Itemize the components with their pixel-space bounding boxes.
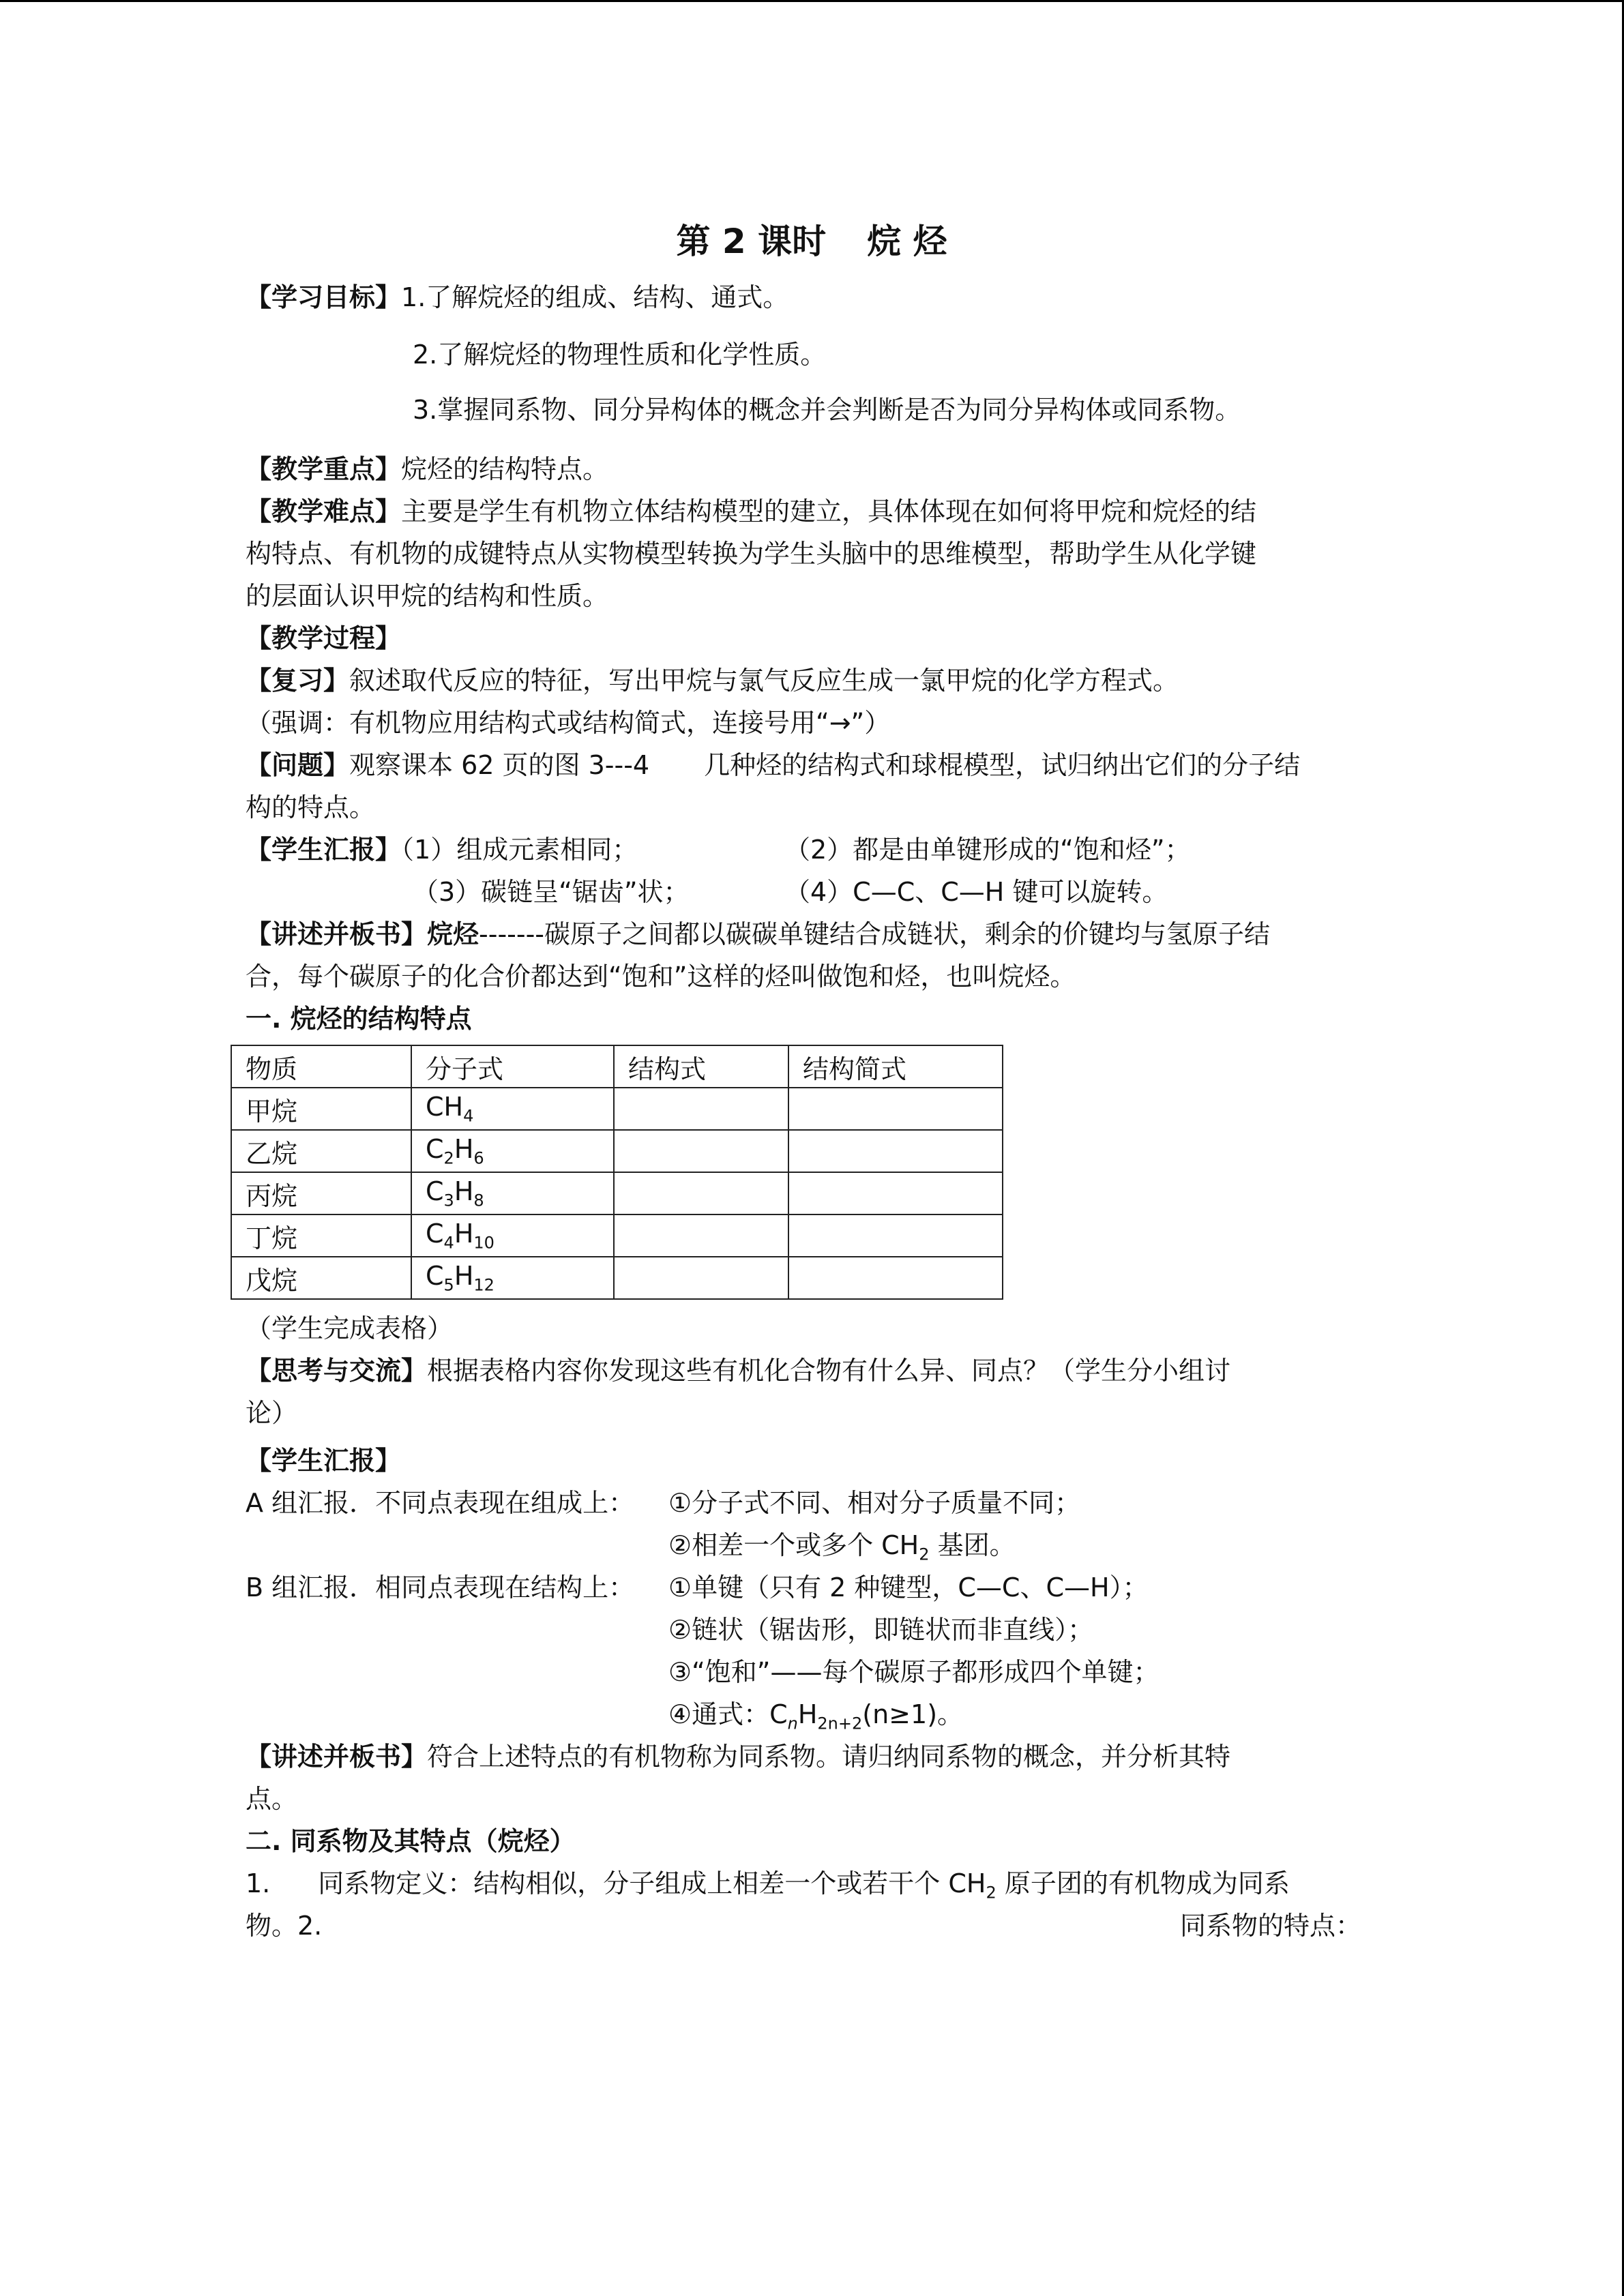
table-cell-formula: $C_3H_8$ [411, 1172, 614, 1214]
table-cell-condensed [788, 1257, 1003, 1299]
lecture2-label: 【讲述并板书】 [246, 1742, 428, 1772]
group-b-point: ②链状（锯齿形，即链状而非直线）； [668, 1615, 1094, 1645]
difficulty-line-3: 的层面认识甲烷的结构和性质。 [246, 581, 609, 611]
report1-item: （2）都是由单键形成的“饱和烃”； [784, 835, 1191, 865]
table-cell-condensed [788, 1172, 1003, 1214]
table-cell-name: 丁烷 [231, 1214, 411, 1257]
question-line-2: 构的特点。 [246, 792, 376, 822]
lecture2-line-2: 点。 [246, 1784, 298, 1814]
key-point-label: 【教学重点】 [246, 454, 402, 484]
table-cell-formula: $C_2H_6$ [411, 1130, 614, 1172]
definition-line-1: 1. 同系物定义：结构相似，分子组成上相差一个或若干个 $CH_2$ 原子团的有机物成为同系 [246, 1868, 1290, 1903]
table-row [231, 1172, 1003, 1214]
lecture1-line-2: 合，每个碳原子的化合价都达到“饱和”这样的烃叫做饱和烃，也叫烷烃。 [246, 961, 1076, 992]
review-label: 【复习】 [246, 666, 350, 696]
think-line-1: 【思考与交流】根据表格内容你发现这些有机化合物有什么异、同点？（学生分小组讨 [246, 1356, 1231, 1386]
table-cell-formula: $C_5H_{12}$ [411, 1257, 614, 1299]
table-cell-structural [614, 1214, 788, 1257]
report1-item: （3）碳链呈“锯齿”状； [413, 877, 690, 907]
group-a-point: ①分子式不同、相对分子质量不同； [668, 1488, 1081, 1518]
table-row [231, 1257, 1003, 1299]
table-cell-condensed [788, 1130, 1003, 1172]
goal-item: 3.掌握同系物、同分异构体的概念并会判断是否为同分异构体或同系物。 [413, 395, 1241, 425]
table-header-cell: 物质 [231, 1045, 411, 1088]
report1-item: （4）C—C、C—H 键可以旋转。 [784, 877, 1168, 907]
group-b-lead: B 组汇报．相同点表现在结构上： [246, 1572, 635, 1602]
question-label: 【问题】 [246, 750, 350, 780]
table-cell-structural [614, 1172, 788, 1214]
alkane-term: 烷烃 [427, 919, 479, 949]
section-heading-1: 一. 烷烃的结构特点 [246, 1004, 472, 1034]
lecture1-label: 【讲述并板书】 [246, 919, 428, 949]
group-a-lead: A 组汇报．不同点表现在组成上： [246, 1488, 635, 1518]
goals-line-1 [246, 278, 788, 316]
think-line-2: 论） [246, 1398, 298, 1428]
table-cell-condensed [788, 1088, 1003, 1130]
table-header-cell: 结构式 [614, 1045, 788, 1088]
key-point-line: 【教学重点】烷烃的结构特点。 [246, 454, 609, 484]
table-cell-structural [614, 1257, 788, 1299]
table-cell-name: 丙烷 [231, 1172, 411, 1214]
section-heading-2: 二. 同系物及其特点（烷烃） [246, 1826, 576, 1856]
lecture1-line-1: 【讲述并板书】烷烃-------碳原子之间都以碳碳单键结合成链状，剩余的价键均与氢原子结 [246, 919, 1271, 949]
table-row [231, 1088, 1003, 1130]
lesson-number: 第 2 课时 [676, 222, 827, 261]
table-cell-formula: $C_4H_{10}$ [411, 1214, 614, 1257]
goal-item: 1.了解烷烃的组成、结构、通式。 [401, 282, 789, 312]
page-title [246, 214, 1378, 263]
features-label: 同系物的特点： [1180, 1911, 1362, 1941]
goals-label: 【学习目标】 [246, 282, 402, 312]
table-cell-condensed [788, 1214, 1003, 1257]
question-line-1: 【问题】观察课本 62 页的图 3---4 几种烃的结构式和球棍模型，试归纳出它们的分子结 [246, 750, 1301, 780]
lesson-topic: 烷 烃 [867, 222, 947, 261]
table-cell-formula: $CH_4$ [411, 1088, 614, 1130]
group-b-point: ③“饱和”——每个碳原子都形成四个单键； [668, 1657, 1160, 1687]
table-note: （学生完成表格） [246, 1313, 454, 1343]
difficulty-line-2: 构特点、有机物的成键特点从实物模型转换为学生头脑中的思维模型，帮助学生从化学键 [246, 539, 1257, 569]
goal-item: 2.了解烷烃的物理性质和化学性质。 [413, 340, 827, 370]
table-row [231, 1214, 1003, 1257]
process-label: 【教学过程】 [246, 623, 402, 653]
table-header-cell: 分子式 [411, 1045, 614, 1088]
difficulty-label: 【教学难点】 [246, 496, 402, 526]
group-a-point: ②相差一个或多个 $CH_2$ 基团。 [668, 1530, 1016, 1564]
report2-label: 【学生汇报】 [246, 1446, 402, 1476]
group-b-point: ④通式：$C_nH_{2n+2}(n\ge 1)$。 [668, 1699, 964, 1733]
report1-label: 【学生汇报】 [246, 835, 402, 865]
table-cell-name: 甲烷 [231, 1088, 411, 1130]
table-header-row [231, 1045, 1003, 1088]
think-label: 【思考与交流】 [246, 1356, 428, 1386]
alkane-table [231, 1045, 1003, 1300]
definition-line-2: 物。2. [246, 1911, 323, 1941]
table-cell-name: 乙烷 [231, 1130, 411, 1172]
table-cell-name: 戊烷 [231, 1257, 411, 1299]
page-border-top [0, 0, 1624, 2]
report1-line-1: 【学生汇报】（1）组成元素相同； [246, 835, 638, 865]
table-cell-structural [614, 1130, 788, 1172]
review-line: 【复习】叙述取代反应的特征，写出甲烷与氯气反应生成一氯甲烷的化学方程式。 [246, 666, 1179, 696]
table-row [231, 1130, 1003, 1172]
difficulty-line-1: 【教学难点】主要是学生有机物立体结构模型的建立，具体体现在如何将甲烷和烷烃的结 [246, 496, 1257, 526]
table-cell-structural [614, 1088, 788, 1130]
group-b-point: ①单键（只有 2 种键型，C—C、C—H）； [668, 1572, 1149, 1602]
emphasis-note: （强调：有机物应用结构式或结构简式，连接号用“→”） [246, 708, 891, 738]
lecture2-line-1: 【讲述并板书】符合上述特点的有机物称为同系物。请归纳同系物的概念，并分析其特 [246, 1742, 1231, 1772]
table-header-cell: 结构简式 [788, 1045, 1003, 1088]
